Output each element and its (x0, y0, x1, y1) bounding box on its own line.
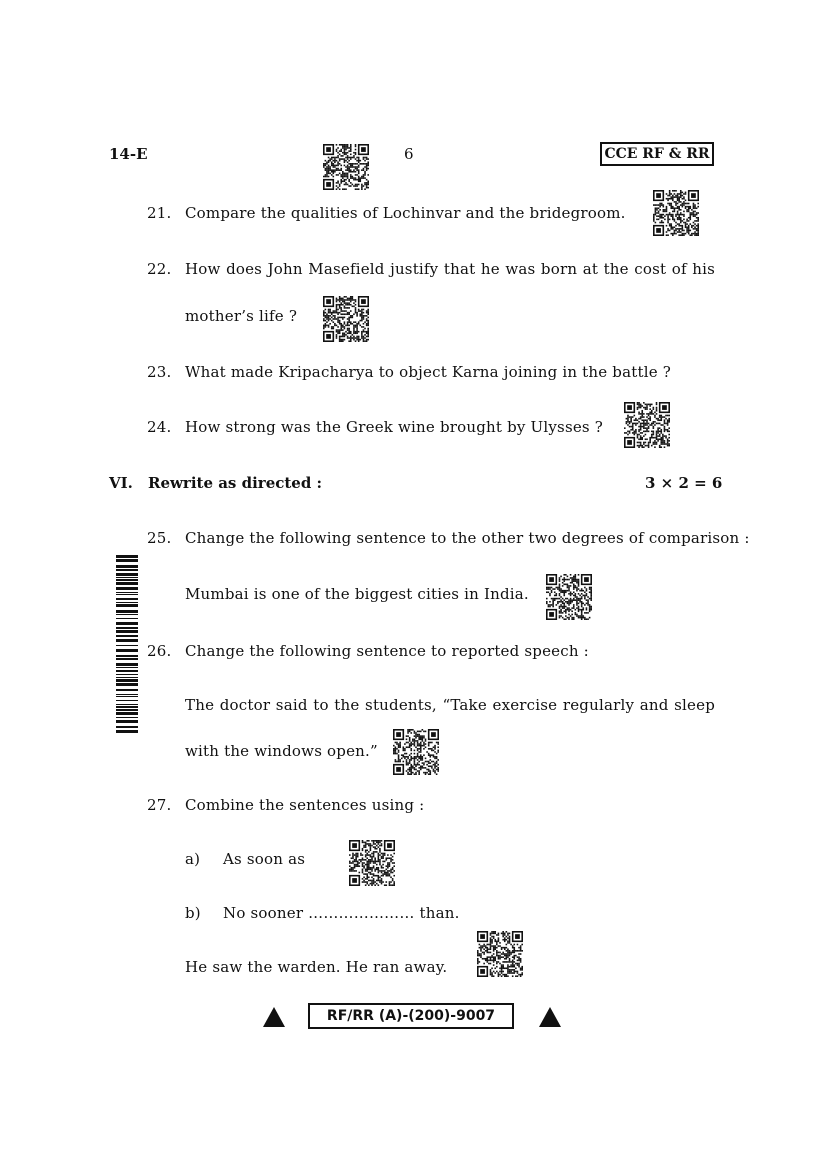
question-number: 22. (147, 260, 172, 278)
paper-code: 14-E (109, 145, 148, 163)
question-number: 23. (147, 363, 172, 381)
option-label: b) (185, 904, 201, 922)
question-sentence-continued: with the windows open.” (185, 742, 378, 760)
barcode-icon (116, 555, 138, 735)
series-badge: CCE RF & RR (600, 142, 714, 166)
footer-code: RF/RR (A)-(200)-9007 (308, 1003, 514, 1029)
qr-code-icon (393, 729, 439, 775)
qr-code-icon (349, 840, 395, 886)
question-number: 25. (147, 529, 172, 547)
question-number: 24. (147, 418, 172, 436)
qr-code-icon (624, 402, 670, 448)
qr-code-icon (323, 144, 369, 190)
question-number: 26. (147, 642, 172, 660)
option-label: a) (185, 850, 201, 868)
question-text: What made Kripacharya to object Karna joining in the battle ? (185, 363, 671, 381)
qr-code-icon (653, 190, 699, 236)
section-title: Rewrite as directed : (148, 474, 323, 492)
question-number: 27. (147, 796, 172, 814)
option-text: No sooner ………………… than. (223, 904, 460, 922)
triangle-up-icon (539, 1007, 561, 1027)
qr-code-icon (323, 296, 369, 342)
question-number: 21. (147, 204, 172, 222)
question-text: How strong was the Greek wine brought by Ulysses ? (185, 418, 604, 436)
question-text: Change the following sentence to reported speech : (185, 642, 589, 660)
question-sentence-line: The doctor said to the students, “Take exercise regularly and sleep (185, 696, 715, 714)
question-text: Combine the sentences using : (185, 796, 425, 814)
option-text: As soon as (223, 850, 306, 868)
question-sentence: He saw the warden. He ran away. (185, 958, 448, 976)
section-number: VI. (109, 474, 133, 492)
question-text: Compare the qualities of Lochinvar and the bridegroom. (185, 204, 626, 222)
question-text-continued: mother’s life ? (185, 307, 298, 325)
question-sentence: Mumbai is one of the biggest cities in India. (185, 585, 529, 603)
section-marks: 3 × 2 = 6 (645, 474, 723, 492)
page-number: 6 (404, 145, 414, 163)
question-text: Change the following sentence to the other two degrees of comparison : (185, 529, 750, 547)
triangle-up-icon (263, 1007, 285, 1027)
qr-code-icon (546, 574, 592, 620)
qr-code-icon (477, 931, 523, 977)
question-text-line: How does John Masefield justify that he was born at the cost of his (185, 260, 715, 278)
question-text (185, 260, 715, 278)
question-sentence (185, 696, 715, 714)
